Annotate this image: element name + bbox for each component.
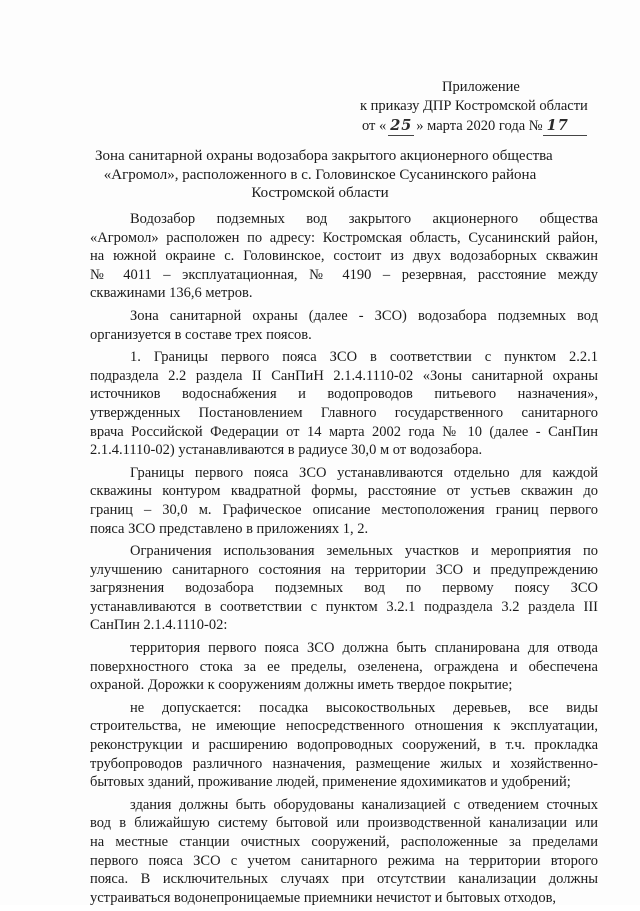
order-reference: к приказу ДПР Костромской области	[360, 98, 588, 114]
paragraph-line: № 4011 – эксплуатационная, № 4190 – резервная, расстояние между	[90, 266, 598, 283]
paragraph	[90, 210, 598, 303]
paragraph-line: поверхностного стока за ее пределы, озеленена, ограждена и обеспечена	[90, 658, 598, 675]
paragraph-line: 1. Границы первого пояса ЗСО в соответствии с пунктом 2.2.1	[130, 349, 598, 366]
order-date-middle: » марта 2020 года №	[416, 118, 543, 134]
paragraph-line: на местные станции очистных сооружений, расположенные за пределами	[90, 834, 598, 850]
paragraph-line: врача Российской Федерации от 14 марта 2002 года № 10 (далее - СанПин	[90, 423, 598, 440]
paragraph-line: утвержденных Постановлением Главного государственного санитарного	[90, 404, 598, 421]
document-body	[90, 210, 598, 911]
appendix-header	[300, 78, 600, 136]
title-line: «Агромол», расположенного в с. Головинское Сусанинского района	[103, 166, 537, 183]
paragraph-line: территория первого пояса ЗСО должна быть спланирована для отвода	[130, 640, 598, 657]
paragraph-line: Зона санитарной охраны (далее - ЗСО) водозабора подземных вод	[130, 307, 598, 324]
paragraph-line: подраздела 2.2 раздела II СанПиН 2.1.4.1110-02 «Зоны санитарной охраны	[90, 367, 598, 384]
paragraph-line: не допускается: посадка высокоствольных деревьев, все виды	[130, 699, 598, 716]
paragraph-line: Ограничения использования земельных участков и мероприятия по	[130, 543, 598, 560]
paragraph-line: устанавливаются в соответствии с пунктом 3.2.1 подраздела 3.2 раздела III	[90, 598, 598, 615]
paragraph	[90, 307, 598, 344]
paragraph-line: Водозабор подземных вод закрытого акционерного общества	[130, 211, 598, 227]
handwritten-day: 25	[390, 117, 413, 134]
paragraph-line: пояса ЗСО представлено в приложениях 1, 2.	[90, 520, 369, 537]
handwritten-order-number: 17	[543, 116, 587, 136]
paragraph-line: трубопроводов различного назначения, размещение жилых и хозяйственно-	[90, 755, 598, 772]
paragraph-line: загрязнения водозабора подземных вод по первому поясу ЗСО	[90, 580, 598, 597]
title-line: Зона санитарной охраны водозабора закрытого акционерного общества	[95, 148, 553, 164]
order-date-prefix: от «	[362, 118, 387, 134]
title-line: Костромской области	[251, 185, 389, 201]
paragraph-line: источников водоснабжения и водопроводов питьевого назначения»,	[90, 386, 598, 403]
paragraph-line: первого пояса ЗСО с учетом санитарного режима на территории второго	[90, 852, 598, 869]
paragraph-line: скважинами 136,6 метров.	[90, 285, 253, 302]
paragraph-line: границ – 30,0 м. Графическое описание местоположения границ первого	[90, 501, 598, 518]
paragraph-line: на южной окраине с. Головинское, состоит из двух водозаборных скважин	[90, 248, 598, 265]
appendix-label: Приложение	[442, 79, 520, 95]
paragraph-line: «Агромол» расположен по адресу: Костромская область, Сусанинский район,	[90, 229, 598, 246]
paragraph-line: бытовых зданий, проживание людей, применение ядохимикатов и удобрений;	[90, 774, 571, 791]
paragraph-line: скважины контуром квадратной формы, расстояние от устьев скважин до	[90, 483, 598, 500]
paragraph	[90, 639, 598, 695]
paragraph-line: строительства, не имеющие непосредственного отношения к эксплуатации,	[90, 718, 598, 735]
order-date-line	[300, 116, 600, 136]
paragraph-line: здания должны быть оборудованы канализацией с отведением сточных	[130, 796, 598, 813]
paragraph-line: пояса. В исключительных случаях при отсутствии канализации должны	[90, 871, 598, 888]
paragraph-line: Границы первого пояса ЗСО устанавливаются отдельно для каждой	[130, 464, 598, 481]
paragraph-line: реконструкции и расширению водопроводных сооружений, в т.ч. прокладка	[90, 737, 598, 754]
paragraph	[90, 796, 598, 908]
paragraph-line: устраиваться водонепроницаемые приемники нечистот и бытовых отходов,	[90, 889, 557, 906]
paragraph	[90, 542, 598, 635]
paragraph	[90, 464, 598, 538]
paragraph-line: СанПин 2.1.4.1110-02:	[90, 617, 228, 634]
paragraph-line: организуется в составе трех поясов.	[90, 326, 312, 343]
paragraph-line: 2.1.4.1110-02) устанавливаются в радиусе 30,0 м от водозабора.	[90, 442, 483, 459]
paragraph	[90, 348, 598, 460]
paragraph-line: вод в ближайшую систему бытовой или производственной канализации или	[90, 815, 598, 832]
paragraph-line: охраной. Дорожки к сооружениям должны иметь твердое покрытие;	[90, 677, 513, 694]
paragraph	[90, 699, 598, 792]
document-title	[95, 147, 553, 203]
paragraph-line: улучшению санитарного состояния на территории ЗСО и предупреждению	[90, 561, 598, 578]
